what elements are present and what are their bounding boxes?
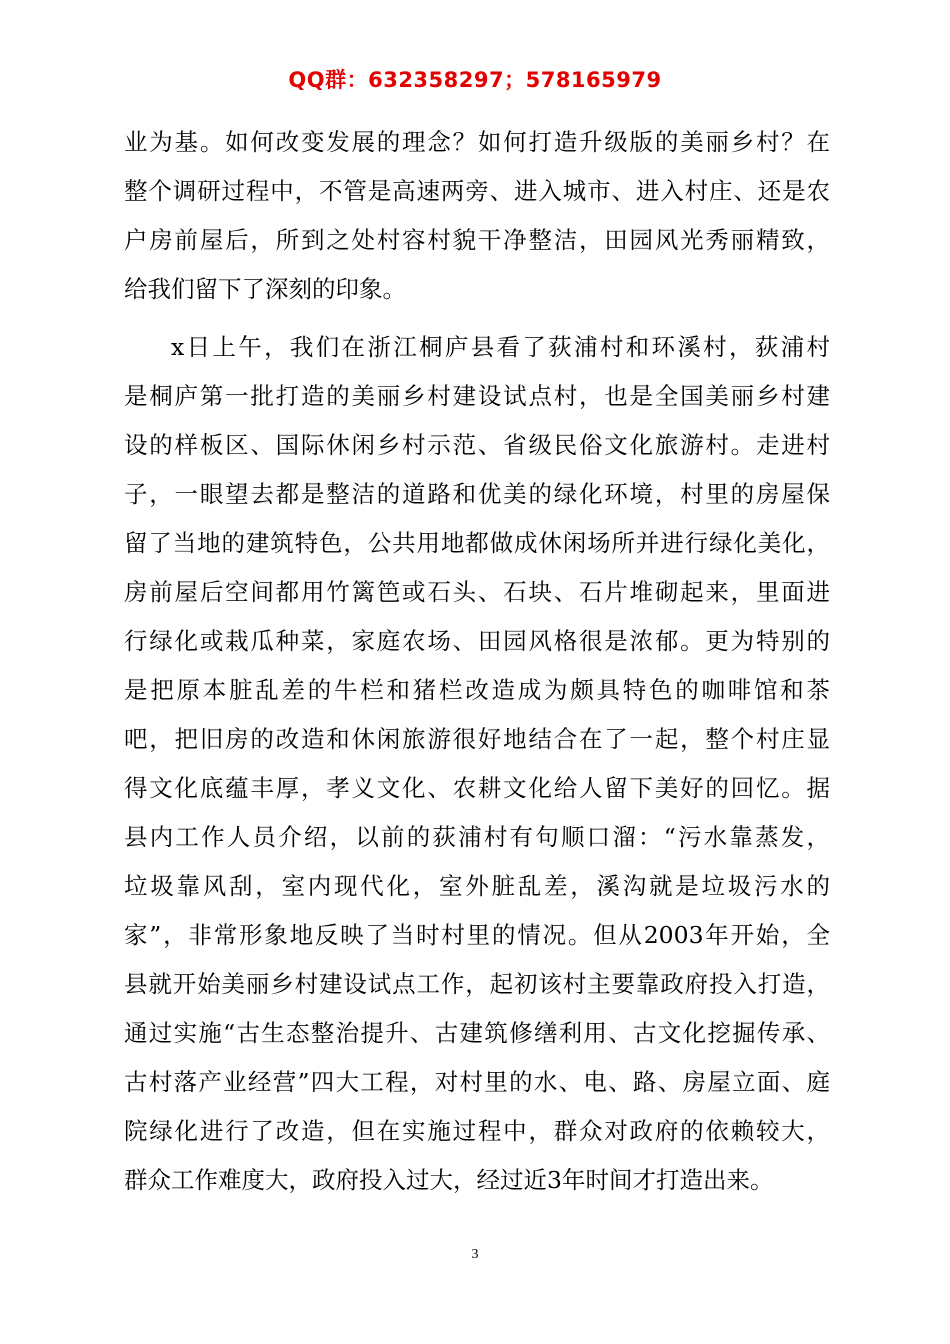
text-line: 通过实施“古生态整治提升、古建筑修缮利用、古文化挖掘传承、 xyxy=(124,1019,830,1047)
text-line: 给我们留下了深刻的印象。 xyxy=(124,275,406,303)
text-line: 设的样板区、国际休闲乡村示范、省级民俗文化旅游村。走进村 xyxy=(124,431,830,459)
text-line: 家”，非常形象地反映了当时村里的情况。但从2003年开始，全 xyxy=(124,921,830,949)
text-line: 院绿化进行了改造，但在实施过程中，群众对政府的依赖较大， xyxy=(124,1117,830,1145)
body-text xyxy=(124,118,830,1205)
text-line: 古村落产业经营”四大工程，对村里的水、电、路、房屋立面、庭 xyxy=(124,1068,830,1096)
text-line: x日上午，我们在浙江桐庐县看了荻浦村和环溪村，荻浦村 xyxy=(171,333,830,361)
text-line: 吧，把旧房的改造和休闲旅游很好地结合在了一起，整个村庄显 xyxy=(124,725,830,753)
text-line: 县就开始美丽乡村建设试点工作，起初该村主要靠政府投入打造， xyxy=(124,970,830,998)
text-line: 得文化底蕴丰厚，孝义文化、农耕文化给人留下美好的回忆。据 xyxy=(124,774,830,802)
text-line: 整个调研过程中，不管是高速两旁、进入城市、进入村庄、还是农 xyxy=(124,177,830,205)
text-line: 子，一眼望去都是整洁的道路和优美的绿化环境，村里的房屋保 xyxy=(124,480,830,508)
text-line: 留了当地的建筑特色，公共用地都做成休闲场所并进行绿化美化， xyxy=(124,529,830,557)
text-line: 行绿化或栽瓜种菜，家庭农场、田园风格很是浓郁。更为特别的 xyxy=(124,627,830,655)
text-line: 垃圾靠风刮，室内现代化，室外脏乱差，溪沟就是垃圾污水的 xyxy=(124,872,830,900)
page-number: 3 xyxy=(471,1247,479,1262)
text-line: 是桐庐第一批打造的美丽乡村建设试点村，也是全国美丽乡村建 xyxy=(124,382,830,410)
paragraph-2 xyxy=(124,323,830,1205)
text-line: 群众工作难度大，政府投入过大，经过近3年时间才打造出来。 xyxy=(124,1166,774,1194)
text-line: 房前屋后空间都用竹篱笆或石头、石块、石片堆砌起来，里面进 xyxy=(124,578,830,606)
paragraph-1 xyxy=(124,118,830,314)
text-line: 业为基。如何改变发展的理念？如何打造升级版的美丽乡村？在 xyxy=(124,128,830,156)
qq-group-header: QQ群：632358297；578165979 xyxy=(288,68,662,92)
paragraph-gap xyxy=(124,314,830,323)
text-line: 县内工作人员介绍，以前的荻浦村有句顺口溜：“污水靠蒸发， xyxy=(124,823,830,851)
text-line: 户房前屋后，所到之处村容村貌干净整洁，田园风光秀丽精致， xyxy=(124,226,830,254)
text-line: 是把原本脏乱差的牛栏和猪栏改造成为颇具特色的咖啡馆和茶 xyxy=(124,676,830,704)
